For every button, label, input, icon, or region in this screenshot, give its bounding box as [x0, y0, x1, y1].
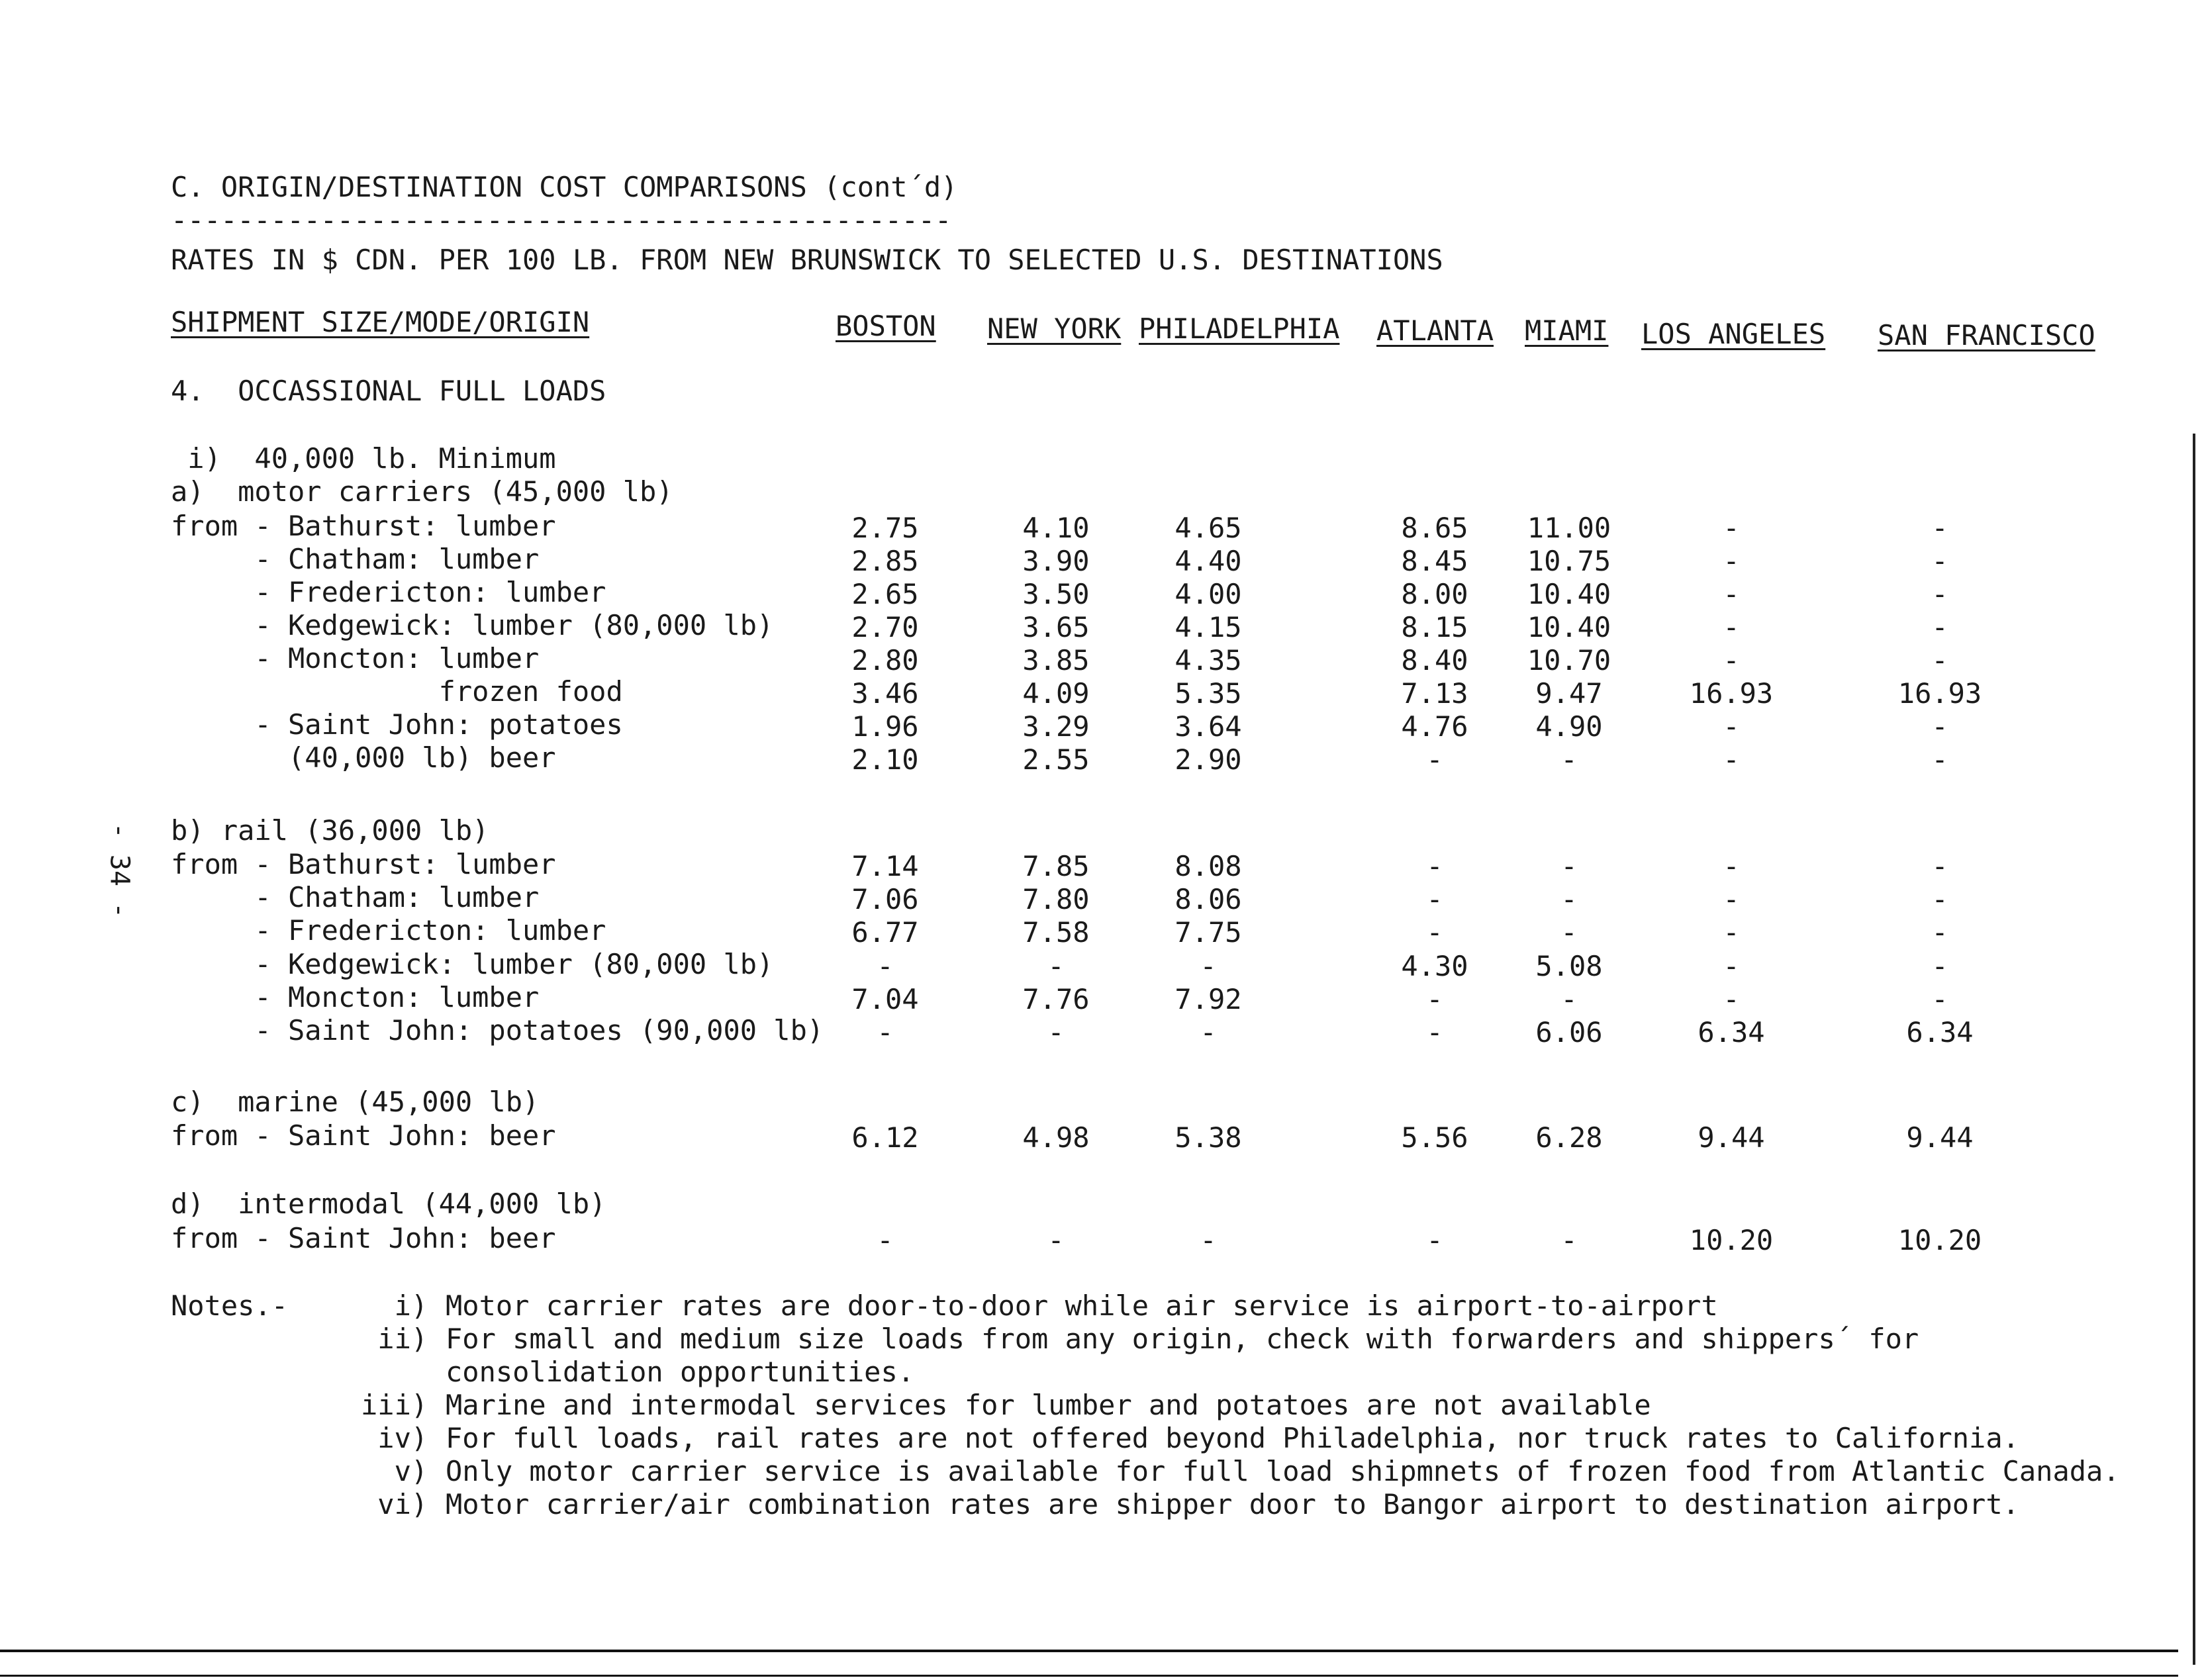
- group-title: a) motor carriers (45,000 lb): [171, 475, 673, 508]
- row-label: (40,000 lb) beer: [171, 741, 556, 774]
- rate-cell: 4.35: [1174, 644, 1242, 677]
- rate-cell: -: [1426, 1224, 1443, 1256]
- group-title: d) intermodal (44,000 lb): [171, 1188, 606, 1220]
- column-header: NEW YORK: [987, 312, 1122, 345]
- note-text: consolidation opportunities.: [446, 1356, 915, 1388]
- rate-cell: -: [1931, 710, 1948, 743]
- row-label: - Saint John: potatoes: [171, 708, 623, 741]
- rate-cell: -: [1723, 644, 1740, 677]
- rate-cell: 8.40: [1401, 644, 1468, 677]
- rate-cell: 2.65: [851, 578, 919, 610]
- rate-cell: -: [1426, 850, 1443, 882]
- row-label: - Chatham: lumber: [171, 881, 540, 913]
- rate-cell: 3.85: [1022, 644, 1090, 677]
- rate-cell: -: [1723, 710, 1740, 743]
- rate-cell: -: [1931, 545, 1948, 577]
- rate-cell: -: [1426, 883, 1443, 915]
- column-header: SAN FRANCISCO: [1878, 319, 2095, 351]
- rate-cell: 7.76: [1022, 983, 1090, 1015]
- rate-cell: 3.46: [851, 677, 919, 710]
- rate-cell: -: [1723, 983, 1740, 1015]
- note-text: Motor carrier/air combination rates are shipper door to Bangor airport to destination airport.: [446, 1488, 2019, 1520]
- column-header: PHILADELPHIA: [1139, 312, 1340, 345]
- note-number: iii): [361, 1389, 428, 1421]
- note-number: i): [361, 1289, 428, 1322]
- rate-cell: 9.47: [1535, 677, 1603, 710]
- rate-cell: -: [1723, 950, 1740, 982]
- row-label: - Moncton: lumber: [171, 642, 540, 675]
- note-text: Motor carrier rates are door-to-door while air service is airport-to-airport: [446, 1289, 1718, 1322]
- rate-cell: -: [1931, 611, 1948, 643]
- rate-cell: 3.65: [1022, 611, 1090, 643]
- rate-cell: 10.20: [1897, 1224, 1982, 1256]
- rate-cell: 7.92: [1174, 983, 1242, 1015]
- rate-cell: -: [877, 950, 894, 982]
- notes-label: Notes.-: [171, 1289, 289, 1322]
- rate-cell: 2.55: [1022, 743, 1090, 776]
- rate-cell: -: [1931, 950, 1948, 982]
- note-number: iv): [361, 1422, 428, 1454]
- rate-cell: 7.85: [1022, 850, 1090, 882]
- rate-cell: 10.70: [1527, 644, 1611, 677]
- rate-cell: 7.58: [1022, 916, 1090, 949]
- rate-cell: 8.45: [1401, 545, 1468, 577]
- rate-cell: -: [1047, 1016, 1065, 1049]
- rate-cell: -: [1931, 743, 1948, 776]
- rate-cell: -: [1723, 611, 1740, 643]
- column-header-label: SHIPMENT SIZE/MODE/ORIGIN: [171, 306, 590, 338]
- rate-cell: 7.06: [851, 883, 919, 915]
- rate-cell: -: [1560, 916, 1578, 949]
- rate-cell: 4.65: [1174, 512, 1242, 544]
- row-label: - Saint John: potatoes (90,000 lb): [171, 1014, 824, 1047]
- rate-cell: -: [1426, 916, 1443, 949]
- rate-cell: -: [1560, 850, 1578, 882]
- row-label: from - Bathurst: lumber: [171, 510, 556, 542]
- row-label: - Chatham: lumber: [171, 543, 540, 575]
- rate-cell: -: [1723, 916, 1740, 949]
- rate-cell: 9.44: [1906, 1121, 1974, 1154]
- note-text: Marine and intermodal services for lumber and potatoes are not available: [446, 1389, 1651, 1421]
- rate-cell: 7.04: [851, 983, 919, 1015]
- rate-cell: -: [1200, 1016, 1217, 1049]
- rate-cell: -: [1560, 743, 1578, 776]
- rate-cell: 6.77: [851, 916, 919, 949]
- rate-cell: -: [1723, 883, 1740, 915]
- column-header: MIAMI: [1525, 314, 1609, 347]
- row-label: - Fredericton: lumber: [171, 576, 606, 608]
- page-number: - 34 -: [104, 822, 135, 919]
- rate-cell: 2.75: [851, 512, 919, 544]
- rate-cell: 4.76: [1401, 710, 1468, 743]
- page-edge-line: [2193, 434, 2195, 1665]
- row-label: - Kedgewick: lumber (80,000 lb): [171, 609, 774, 641]
- rate-cell: 7.13: [1401, 677, 1468, 710]
- rate-cell: 5.35: [1174, 677, 1242, 710]
- rate-cell: 2.10: [851, 743, 919, 776]
- note-number: ii): [361, 1323, 428, 1355]
- rate-cell: 10.75: [1527, 545, 1611, 577]
- page-title: C. ORIGIN/DESTINATION COST COMPARISONS (cont´d): [171, 171, 958, 203]
- rate-cell: 9.44: [1698, 1121, 1765, 1154]
- rate-cell: -: [1723, 850, 1740, 882]
- rate-cell: 3.90: [1022, 545, 1090, 577]
- rate-cell: -: [1931, 883, 1948, 915]
- section-heading: 4. OCCASSIONAL FULL LOADS: [171, 375, 606, 407]
- column-header: LOS ANGELES: [1641, 318, 1826, 350]
- rate-cell: 4.15: [1174, 611, 1242, 643]
- rate-cell: -: [877, 1224, 894, 1256]
- rate-cell: 5.38: [1174, 1121, 1242, 1154]
- rate-cell: 5.08: [1535, 950, 1603, 982]
- rate-cell: 6.06: [1535, 1016, 1603, 1049]
- note-text: For full loads, rail rates are not offered beyond Philadelphia, nor truck rates to California.: [446, 1422, 2019, 1454]
- note-number: vi): [361, 1488, 428, 1520]
- row-label: - Moncton: lumber: [171, 981, 540, 1013]
- column-header: BOSTON: [836, 310, 936, 342]
- rate-cell: -: [1047, 1224, 1065, 1256]
- rate-cell: -: [1723, 512, 1740, 544]
- rate-cell: -: [1560, 883, 1578, 915]
- group-title: c) marine (45,000 lb): [171, 1086, 540, 1118]
- rate-cell: 3.64: [1174, 710, 1242, 743]
- rate-cell: 10.20: [1689, 1224, 1774, 1256]
- rate-cell: 4.30: [1401, 950, 1468, 982]
- rate-cell: -: [1931, 983, 1948, 1015]
- row-label: - Fredericton: lumber: [171, 914, 606, 947]
- rate-cell: 7.14: [851, 850, 919, 882]
- rate-cell: -: [1047, 950, 1065, 982]
- rate-cell: 4.90: [1535, 710, 1603, 743]
- page-subtitle: RATES IN $ CDN. PER 100 LB. FROM NEW BRUNSWICK TO SELECTED U.S. DESTINATIONS: [171, 244, 1443, 276]
- rate-cell: 1.96: [851, 710, 919, 743]
- rate-cell: -: [1931, 850, 1948, 882]
- rate-cell: -: [1931, 512, 1948, 544]
- rate-cell: 16.93: [1689, 677, 1774, 710]
- column-header: ATLANTA: [1376, 314, 1494, 347]
- rate-cell: 3.50: [1022, 578, 1090, 610]
- rate-cell: 10.40: [1527, 611, 1611, 643]
- rate-cell: 6.34: [1698, 1016, 1765, 1049]
- bottom-rule: [0, 1650, 2178, 1652]
- rate-cell: 4.98: [1022, 1121, 1090, 1154]
- rate-cell: 4.40: [1174, 545, 1242, 577]
- rate-cell: 2.70: [851, 611, 919, 643]
- rate-cell: 5.56: [1401, 1121, 1468, 1154]
- rate-cell: -: [1931, 578, 1948, 610]
- rate-cell: 2.80: [851, 644, 919, 677]
- rate-cell: 4.10: [1022, 512, 1090, 544]
- rate-cell: 3.29: [1022, 710, 1090, 743]
- row-label: from - Saint John: beer: [171, 1222, 556, 1254]
- rate-cell: -: [1931, 916, 1948, 949]
- note-text: Only motor carrier service is available for full load shipmnets of frozen food from Atlantic Canada.: [446, 1455, 2120, 1487]
- rate-cell: 11.00: [1527, 512, 1611, 544]
- bottom-rule-lower: [0, 1675, 2178, 1677]
- note-text: For small and medium size loads from any origin, check with forwarders and shippers´ for: [446, 1323, 1919, 1355]
- rate-cell: -: [1200, 950, 1217, 982]
- row-label: from - Bathurst: lumber: [171, 848, 556, 880]
- rate-cell: 16.93: [1897, 677, 1982, 710]
- rate-cell: 8.65: [1401, 512, 1468, 544]
- rate-cell: -: [1560, 1224, 1578, 1256]
- rate-cell: 6.28: [1535, 1121, 1603, 1154]
- rate-cell: -: [1723, 743, 1740, 776]
- rate-cell: -: [1426, 743, 1443, 776]
- rate-cell: -: [1426, 1016, 1443, 1049]
- rate-cell: -: [877, 1016, 894, 1049]
- rate-cell: 4.09: [1022, 677, 1090, 710]
- row-label: frozen food: [171, 675, 623, 708]
- rate-cell: 6.12: [851, 1121, 919, 1154]
- note-number: v): [361, 1455, 428, 1487]
- rate-cell: -: [1723, 578, 1740, 610]
- rate-cell: -: [1723, 545, 1740, 577]
- rate-cell: 4.00: [1174, 578, 1242, 610]
- rate-cell: 6.34: [1906, 1016, 1974, 1049]
- group-title: b) rail (36,000 lb): [171, 814, 489, 847]
- rate-cell: -: [1426, 983, 1443, 1015]
- subsection-heading: i) 40,000 lb. Minimum: [171, 442, 556, 475]
- rate-cell: -: [1931, 644, 1948, 677]
- rate-cell: 8.06: [1174, 883, 1242, 915]
- rate-cell: 8.15: [1401, 611, 1468, 643]
- rate-cell: 10.40: [1527, 578, 1611, 610]
- title-rule: -----------------------------------------------: [171, 204, 952, 236]
- rate-cell: -: [1200, 1224, 1217, 1256]
- rate-cell: 8.00: [1401, 578, 1468, 610]
- rate-cell: 2.85: [851, 545, 919, 577]
- rate-cell: 2.90: [1174, 743, 1242, 776]
- rate-cell: 8.08: [1174, 850, 1242, 882]
- rate-cell: 7.80: [1022, 883, 1090, 915]
- rate-cell: -: [1560, 983, 1578, 1015]
- row-label: from - Saint John: beer: [171, 1119, 556, 1152]
- rate-cell: 7.75: [1174, 916, 1242, 949]
- row-label: - Kedgewick: lumber (80,000 lb): [171, 948, 774, 980]
